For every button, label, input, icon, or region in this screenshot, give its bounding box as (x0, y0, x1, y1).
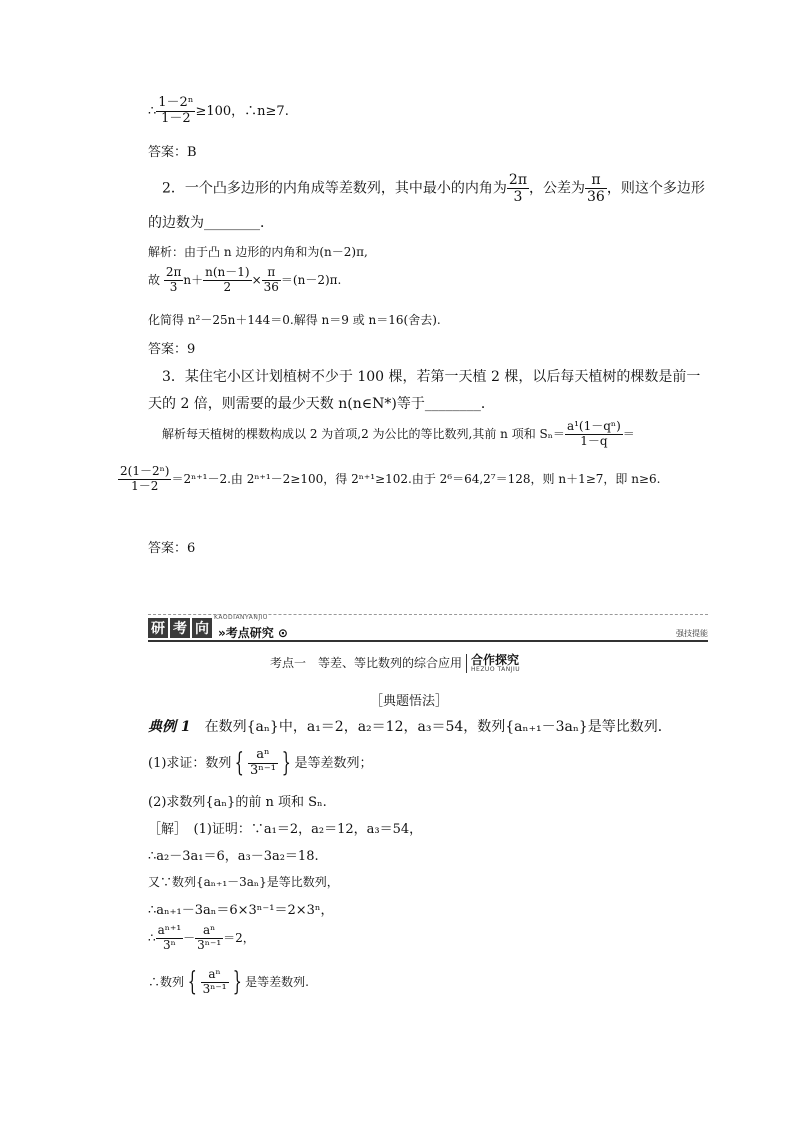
solution-2-line-2 (148, 266, 341, 295)
question-3-line-2: 天的 2 倍，则需要的最少天数 n(n∈N*)等于________． (148, 396, 495, 412)
solution-line-3: 又∵数列{aₙ₊₁－3aₙ}是等比数列， (148, 875, 339, 889)
fraction-denominator: 1－2 (131, 478, 159, 493)
fraction-denominator: 3ⁿ⁻¹ (197, 937, 222, 952)
topic-tag-label: 合作探究 (471, 653, 520, 667)
inequality-result: ≥100，∴n≥7. (195, 103, 289, 119)
fraction-numerator: aⁿ⁺¹ (157, 923, 182, 937)
solution-line-6 (148, 968, 309, 997)
banner-box-char: 考 (170, 618, 190, 638)
fraction (156, 96, 195, 127)
question-3-line-1: 3．某住宅小区计划植树不少于 100 棵，若第一天植 2 棵，以后每天植树的棵数是前一 (162, 369, 701, 385)
solution-text: ＝2ⁿ⁺¹－2.由 2ⁿ⁺¹－2≥100，得 2ⁿ⁺¹≥102.由于 2⁶＝64,2⁷＝128，则 n＋1≥7，即 n≥6. (171, 471, 661, 486)
solution-3-line-1 (162, 420, 635, 449)
solution-text: ∴数列 (148, 974, 185, 989)
solution-text: ＝2， (223, 930, 255, 945)
solution-3-line-2 (118, 465, 660, 494)
therefore-symbol: ∴ (148, 103, 157, 119)
example-label: 典例 1 (148, 719, 191, 735)
fraction-denominator: 2 (223, 279, 232, 294)
fraction (195, 924, 223, 953)
solution-text: 是等差数列. (245, 974, 309, 989)
fraction-denominator: 3ⁿ⁻¹ (249, 762, 276, 778)
fraction-numerator: π (585, 172, 607, 189)
solution-text: ＝ (622, 426, 635, 441)
fraction (585, 172, 607, 205)
fraction-denominator: 36 (587, 189, 605, 206)
answer-q2: 答案：9 (148, 342, 196, 357)
question-2-text: 2．一个凸多边形的内角成等差数列，其中最小的内角为 (162, 180, 507, 197)
fraction (156, 924, 184, 953)
fraction-numerator: 2π (508, 172, 528, 188)
topic-tag (466, 654, 520, 673)
banner-section-title: »考点研究 ⊙ (218, 626, 288, 640)
fraction-numerator: aⁿ (248, 748, 278, 764)
fraction-numerator: 1－2ⁿ (158, 95, 194, 110)
topic-tag-pinyin: HEZUO TANJIU (471, 666, 521, 673)
section-banner (148, 614, 708, 642)
fraction (262, 266, 281, 295)
solution-line-4: ∴aₙ₊₁－3aₙ＝6×3ⁿ⁻¹＝2×3ⁿ， (148, 903, 334, 918)
fraction-numerator: n(n－1) (205, 265, 250, 279)
example-text: 是等差数列； (294, 755, 373, 771)
banner-pinyin: KAODIANYANJIU (214, 614, 268, 621)
fraction (118, 465, 171, 494)
solution-2-line-3: 化简得 n²－25n＋144＝0.解得 n＝9 或 n＝16(舍去). (148, 313, 441, 327)
solution-line-2: ∴a₂－3a₁＝6，a₃－3a₂＝18. (148, 849, 319, 864)
example-stem (148, 716, 672, 736)
fraction-numerator: 2(1－2ⁿ) (120, 464, 170, 478)
fraction-numerator: π (262, 266, 281, 281)
example-part-1 (148, 748, 373, 779)
answer-q1: 答案：B (148, 145, 197, 160)
question-2-text: ，则这个多边形 (606, 180, 705, 197)
banner-underline (148, 640, 708, 642)
fraction-denominator: 3 (169, 279, 178, 294)
solution-text: × (251, 272, 262, 287)
solution-text: 解析每天植树的棵数构成以 2 为首项,2 为公比的等比数列,其前 n 项和 Sₙ＝ (162, 426, 565, 441)
fraction-denominator: 3 (513, 189, 523, 206)
solution-line-1: ［解］ (1)证明：∵a₁＝2，a₂＝12，a₃＝54， (148, 822, 423, 837)
right-brace-icon: } (281, 748, 291, 779)
fraction (203, 266, 251, 295)
question-2-blank-line: 的边数为________． (148, 215, 274, 231)
answer-q3: 答案：6 (148, 541, 196, 556)
topic-title: 考点一 等差、等比数列的综合应用 (270, 656, 463, 670)
fraction-numerator: 2π (165, 265, 182, 279)
solution-text: － (183, 930, 196, 945)
solution-text: ＝(n－2)π. (280, 272, 342, 287)
fraction-numerator: aⁿ (195, 924, 223, 939)
solution-line-5 (148, 924, 255, 953)
solution-text: 故 (148, 272, 161, 287)
fraction (164, 266, 184, 295)
example-stem-text: 在数列{aₙ}中，a₁＝2，a₂＝12，a₃＝54，数列{aₙ₊₁－3aₙ}是等比数列． (190, 719, 672, 735)
fraction (201, 968, 229, 997)
solution-2-line-1: 解析：由于凸 n 边形的内角和为(n－2)π, (148, 245, 368, 259)
fraction (248, 748, 278, 779)
left-brace-icon: { (235, 748, 245, 779)
fraction-denominator: 1－2 (161, 110, 191, 126)
banner-box-char: 研 (148, 618, 168, 638)
fraction-denominator: 36 (263, 279, 279, 294)
fraction (565, 420, 623, 449)
inequality-line (148, 96, 289, 127)
solution-text: n＋ (183, 272, 204, 287)
right-brace-icon: } (232, 967, 242, 998)
fraction-numerator: aⁿ (201, 968, 229, 983)
example-header: ［典题悟法］ (370, 694, 449, 709)
fraction-denominator: 1－q (580, 433, 608, 448)
example-text: (1)求证：数列 (148, 755, 232, 771)
fraction-numerator: a¹(1－qⁿ) (566, 419, 621, 433)
banner-box-char: 向 (192, 618, 212, 638)
fraction (507, 172, 529, 205)
therefore-symbol: ∴ (148, 930, 156, 945)
topic-heading (270, 654, 520, 673)
question-2-text: ，公差为 (529, 180, 586, 197)
question-2 (162, 172, 705, 205)
example-part-2: (2)求数列{aₙ}的前 n 项和 Sₙ. (148, 795, 327, 810)
fraction-denominator: 3ⁿ (162, 937, 176, 952)
fraction-denominator: 3ⁿ⁻¹ (202, 981, 227, 996)
banner-right-label: 强技提能 (676, 629, 708, 638)
left-brace-icon: { (187, 967, 197, 998)
banner-boxes (148, 618, 214, 638)
